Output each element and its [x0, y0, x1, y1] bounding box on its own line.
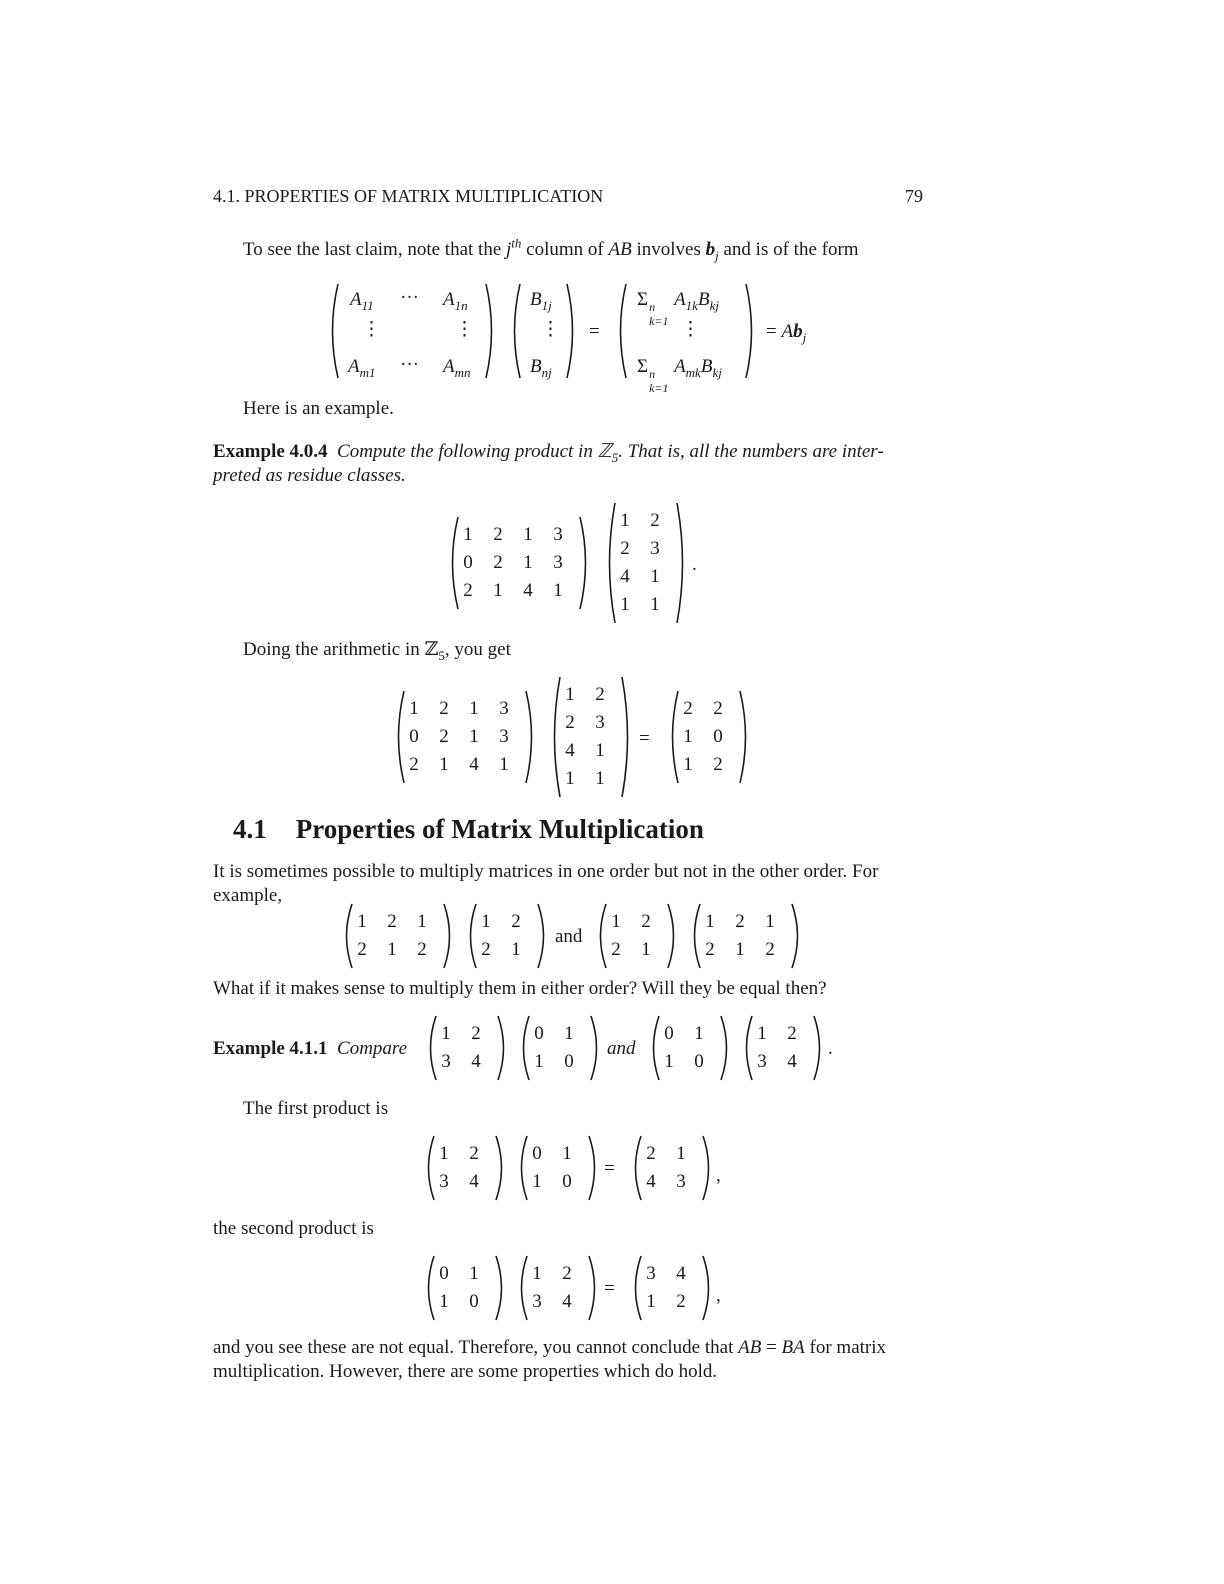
matrix-entry: 3 — [532, 1291, 542, 1312]
matrix-entry: 2 — [620, 538, 630, 559]
matrix-entry: 0 — [463, 552, 473, 573]
left-paren — [326, 282, 340, 380]
vdots: ⋮ — [681, 319, 700, 340]
period: . — [828, 1038, 833, 1059]
matrix-entry: 3 — [757, 1051, 767, 1072]
matrix-entry: 1 — [683, 726, 693, 747]
first-product: The first product is — [243, 1098, 389, 1119]
matrix-entry: 2 — [511, 911, 521, 932]
matrix-entry: 2 — [409, 754, 419, 775]
matrix-entry: 1 — [532, 1263, 542, 1284]
sum-row-1: Σ n k=1 $A_{1k}B_{kj}$ — [637, 289, 719, 328]
matrix-entry: 2 — [463, 580, 473, 601]
a1n: $A_{1n}$ — [443, 289, 468, 313]
matrix-entry: 2 — [705, 939, 715, 960]
matrix-entry: 1 — [439, 1143, 449, 1164]
matrix-entry: 2 — [481, 939, 491, 960]
matrix-entry: 0 — [564, 1051, 574, 1072]
matrix-entry: 0 — [534, 1023, 544, 1044]
right-paren — [587, 1254, 601, 1322]
matrix-entry: 1 — [694, 1023, 704, 1044]
matrix-entry: 1 — [562, 1143, 572, 1164]
matrix-entry: 4 — [646, 1171, 656, 1192]
matrix-entry: 1 — [469, 726, 479, 747]
right-paren — [494, 1134, 508, 1202]
example-4-0-4-line2: preted as residue classes. — [213, 465, 406, 486]
matrix-entry: 4 — [471, 1051, 481, 1072]
matrix-entry: 3 — [499, 726, 509, 747]
right-paren — [589, 1014, 603, 1082]
matrix-entry: 2 — [641, 911, 651, 932]
matrix-entry: 1 — [620, 510, 630, 531]
right-paren — [701, 1254, 715, 1322]
matrix-entry: 2 — [676, 1291, 686, 1312]
right-paren — [620, 675, 634, 799]
right-paren — [496, 1014, 510, 1082]
matrix-entry: 0 — [664, 1023, 674, 1044]
matrix-entry: 3 — [553, 524, 563, 545]
matrix-entry: 0 — [439, 1263, 449, 1284]
matrix-entry: 1 — [439, 1291, 449, 1312]
matrix-entry: 1 — [481, 911, 491, 932]
matrix-entry: 2 — [713, 754, 723, 775]
matrix-entry: 1 — [511, 939, 521, 960]
matrix-entry: 1 — [532, 1171, 542, 1192]
matrix-entry: 1 — [757, 1023, 767, 1044]
matrix-entry: 3 — [439, 1171, 449, 1192]
section-heading: 4.1 Properties of Matrix Multiplication — [233, 814, 704, 844]
matrix-entry: 1 — [357, 911, 367, 932]
matrix-entry: 1 — [439, 754, 449, 775]
matrix-entry: 2 — [765, 939, 775, 960]
right-paren — [719, 1014, 733, 1082]
example-4-0-4-line1: Example 4.0.4 Compute the following product in ℤ$_5$. That is, all the numbers are inter- — [213, 441, 884, 465]
matrix-entry: 2 — [387, 911, 397, 932]
matrix-entry: 0 — [469, 1291, 479, 1312]
matrix-entry: 0 — [713, 726, 723, 747]
hdots: ··· — [400, 354, 419, 375]
right-paren — [442, 902, 456, 970]
matrix-entry: 1 — [534, 1051, 544, 1072]
matrix-entry: 0 — [694, 1051, 704, 1072]
intro-paragraph: To see the last claim, note that the $j^{th}$ column of AB involves $b_j$ and is of the form — [243, 235, 859, 263]
matrix-entry: 3 — [499, 698, 509, 719]
section-paragraph-line1: It is sometimes possible to multiply matrices in one order but not in the other order. For — [213, 861, 879, 882]
amn: $A_{mn}$ — [443, 356, 471, 380]
right-paren — [578, 515, 592, 611]
left-paren — [614, 282, 628, 380]
matrix-entry: 2 — [439, 726, 449, 747]
right-paren — [494, 1254, 508, 1322]
matrix-entry: 3 — [676, 1171, 686, 1192]
equals-sign: = — [604, 1278, 615, 1299]
comma: , — [716, 1165, 721, 1186]
matrix-entry: 1 — [765, 911, 775, 932]
matrix-entry: 4 — [469, 754, 479, 775]
matrix-entry: 1 — [441, 1023, 451, 1044]
right-paren — [701, 1134, 715, 1202]
matrix-entry: 2 — [417, 939, 427, 960]
matrix-entry: 1 — [409, 698, 419, 719]
matrix-entry: 1 — [469, 1263, 479, 1284]
matrix-entry: 1 — [620, 594, 630, 615]
right-paren — [744, 282, 758, 380]
right-paren — [565, 282, 579, 380]
matrix-entry: 4 — [565, 740, 575, 761]
equals-sign: = — [639, 728, 650, 749]
matrix-entry: 1 — [650, 566, 660, 587]
rhs-abj: = $Ab_j$ — [766, 321, 807, 345]
matrix-entry: 0 — [562, 1171, 572, 1192]
matrix-entry: 1 — [683, 754, 693, 775]
right-paren — [675, 501, 689, 625]
matrix-entry: 2 — [650, 510, 660, 531]
matrix-entry: 2 — [646, 1143, 656, 1164]
right-paren — [587, 1134, 601, 1202]
matrix-entry: 2 — [493, 552, 503, 573]
matrix-entry: 1 — [469, 698, 479, 719]
right-paren — [666, 902, 680, 970]
matrix-entry: 1 — [523, 552, 533, 573]
matrix-entry: 1 — [387, 939, 397, 960]
matrix-entry: 0 — [409, 726, 419, 747]
matrix-entry: 1 — [564, 1023, 574, 1044]
matrix-entry: 2 — [683, 698, 693, 719]
matrix-entry: 1 — [595, 740, 605, 761]
here-example: Here is an example. — [243, 398, 394, 419]
matrix-entry: 2 — [471, 1023, 481, 1044]
matrix-entry: 1 — [493, 580, 503, 601]
matrix-entry: 1 — [565, 684, 575, 705]
matrix-entry: 2 — [565, 712, 575, 733]
vdots: ⋮ — [455, 319, 474, 340]
matrix-entry: 4 — [562, 1291, 572, 1312]
matrix-entry: 3 — [650, 538, 660, 559]
matrix-entry: 1 — [676, 1143, 686, 1164]
matrix-entry: 1 — [650, 594, 660, 615]
equals-sign: = — [604, 1158, 615, 1179]
matrix-entry: 2 — [787, 1023, 797, 1044]
matrix-entry: 1 — [664, 1051, 674, 1072]
matrix-entry: 1 — [417, 911, 427, 932]
matrix-entry: 1 — [499, 754, 509, 775]
right-paren — [812, 1014, 826, 1082]
matrix-entry: 1 — [705, 911, 715, 932]
right-paren — [484, 282, 498, 380]
matrix-entry: 1 — [735, 939, 745, 960]
sum-row-m: Σ n k=1 $A_{mk}B_{kj}$ — [637, 356, 722, 395]
what-if: What if it makes sense to multiply them in either order? Will they be equal then? — [213, 978, 827, 999]
matrix-entry: 4 — [676, 1263, 686, 1284]
matrix-entry: 1 — [641, 939, 651, 960]
matrix-entry: 2 — [713, 698, 723, 719]
vdots: ⋮ — [541, 319, 560, 340]
a11: $A_{11}$ — [350, 289, 374, 313]
am1: $A_{m1}$ — [348, 356, 376, 380]
matrix-entry: 1 — [565, 768, 575, 789]
right-paren — [738, 689, 752, 785]
page-number: 79 — [905, 186, 923, 206]
matrix-entry: 2 — [562, 1263, 572, 1284]
and-text: and — [555, 926, 583, 947]
matrix-entry: 3 — [595, 712, 605, 733]
closing-line2: multiplication. However, there are some properties which do hold. — [213, 1361, 718, 1382]
matrix-entry: 3 — [646, 1263, 656, 1284]
matrix-entry: 2 — [469, 1143, 479, 1164]
section-paragraph-line2: example, — [213, 885, 283, 906]
right-paren — [524, 689, 538, 785]
matrix-entry: 0 — [532, 1143, 542, 1164]
right-paren — [790, 902, 804, 970]
example-4-1-1-label: Example 4.1.1 Compare — [213, 1038, 408, 1059]
left-paren — [508, 282, 522, 380]
matrix-entry: 4 — [787, 1051, 797, 1072]
matrix-entry: 1 — [553, 580, 563, 601]
running-title: 4.1. PROPERTIES OF MATRIX MULTIPLICATION — [213, 186, 604, 206]
matrix-entry: 4 — [469, 1171, 479, 1192]
matrix-entry: 1 — [611, 911, 621, 932]
matrix-entry: 3 — [441, 1051, 451, 1072]
equals-sign: = — [589, 321, 600, 342]
and-text: and — [607, 1038, 636, 1059]
matrix-entry: 2 — [611, 939, 621, 960]
b1j: $B_{1j}$ — [530, 289, 552, 313]
bnj: $B_{nj}$ — [530, 356, 552, 380]
matrix-entry: 1 — [646, 1291, 656, 1312]
matrix-entry: 3 — [553, 552, 563, 573]
matrix-entry: 1 — [523, 524, 533, 545]
matrix-entry: 4 — [620, 566, 630, 587]
matrix-entry: 1 — [463, 524, 473, 545]
matrix-entry: 1 — [595, 768, 605, 789]
matrix-entry: 4 — [523, 580, 533, 601]
second-product: the second product is — [213, 1218, 374, 1239]
matrix-entry: 2 — [595, 684, 605, 705]
matrix-entry: 2 — [439, 698, 449, 719]
matrix-entry: 2 — [735, 911, 745, 932]
matrix-entry: 2 — [493, 524, 503, 545]
comma: , — [716, 1285, 721, 1306]
hdots: ··· — [400, 287, 419, 308]
period: . — [692, 554, 697, 575]
matrix-entry: 2 — [357, 939, 367, 960]
closing-line1: and you see these are not equal. Therefore, you cannot conclude that AB = BA for matrix — [213, 1337, 887, 1358]
right-paren — [536, 902, 550, 970]
doing-arithmetic: Doing the arithmetic in ℤ$_5$, you get — [243, 639, 511, 663]
vdots: ⋮ — [362, 319, 381, 340]
